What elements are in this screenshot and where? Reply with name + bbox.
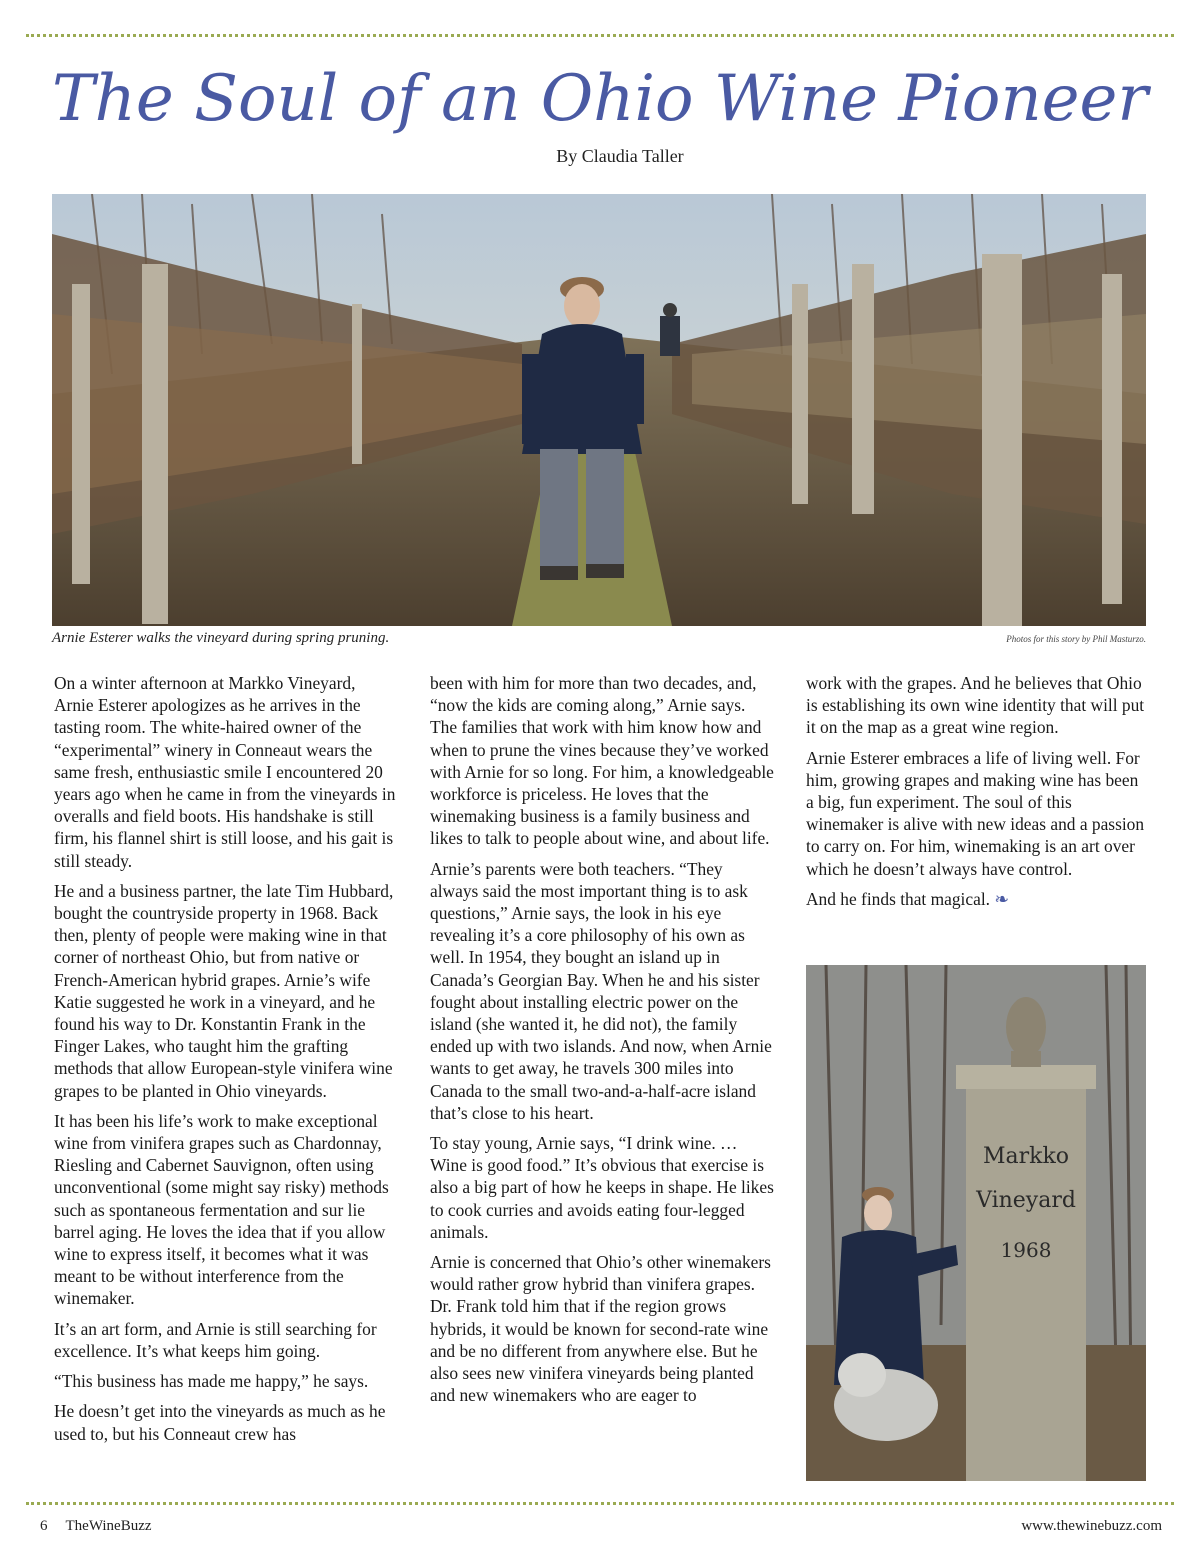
paragraph: He doesn’t get into the vineyards as much as he used to, but his Conneaut crew has	[54, 1401, 386, 1444]
top-dotted-rule	[26, 34, 1174, 37]
end-mark-icon: ❧	[994, 888, 1009, 909]
sign-line-1: Markko	[982, 1144, 1070, 1169]
closing-text: And he finds that magical.	[806, 888, 991, 909]
footer-left	[40, 1518, 152, 1535]
paragraph: “This business has made me happy,” he says.	[54, 1371, 369, 1392]
article-column-2	[430, 672, 775, 1415]
photo-credit: Photos for this story by Phil Masturzo.	[1006, 634, 1146, 644]
article-title: The Soul of an Ohio Wine Pioneer	[51, 62, 1149, 136]
paragraph: On a winter afternoon at Markko Vineyard, Arnie Esterer apologizes as he arrives in the tasting room. The white-haired owner of the “experimental” winery in Conneaut wears the same fresh, enthusiastic smile I encountered 20 years ago when he came in from the vineyards in overalls and field boots. His handshake is still firm, his flannel shirt is still loose, and his gait is still steady.	[54, 673, 396, 871]
magazine-name: TheWineBuzz	[65, 1518, 152, 1534]
closing-paragraph	[806, 888, 1146, 910]
bottom-dotted-rule	[26, 1502, 1174, 1505]
article-column-1	[54, 672, 396, 1453]
paragraph: It’s an art form, and Arnie is still searching for excellence. It’s what keeps him going.	[54, 1318, 377, 1361]
paragraph: To stay young, Arnie says, “I drink wine. … Wine is good food.” It’s obvious that exercise is also a big part of how he keeps in shape. He likes to cook curries and avoids eating four-legged animals.	[430, 1133, 774, 1242]
paragraph: Arnie’s parents were both teachers. “They always said the most important thing is to ask questions,” Arnie says, the look in his eye revealing it’s a core philosophy of his own as well. In 1954, they bought an island up in Canada’s Georgian Bay. When he and his sister fought about installing electric power on the island (she wanted it, he did not), the family ended up with two islands. And now, when Arnie wants to get away, he travels 300 miles into Canada to the small two-and-a-half-acre island that’s close to his heart.	[430, 858, 772, 1123]
paragraph: Arnie is concerned that Ohio’s other winemakers would rather grow hybrid than vinifera grapes. Dr. Frank told him that if the region grows hybrids, it would be known for second-rate wine and be no different from anywhere else. But he also sees new vinifera vineyards being planted and new winemakers who are eager to	[430, 1252, 771, 1406]
hero-caption: Arnie Esterer walks the vineyard during spring pruning.	[52, 630, 390, 646]
paragraph: work with the grapes. And he believes that Ohio is establishing its own wine identity that will put it on the map as a great wine region.	[806, 673, 1145, 738]
sign-line-2: Vineyard	[976, 1188, 1076, 1213]
byline: By Claudia Taller	[556, 146, 684, 166]
sign-year: 1968	[1000, 1238, 1052, 1262]
paragraph: Arnie Esterer embraces a life of living well. For him, growing grapes and making wine has been a big, fun experiment. The soul of this winemaker is alive with new ideas and a passion to carry on. For him, winemaking is an art over which he doesn’t always have control.	[806, 747, 1145, 879]
hero-photo	[52, 194, 1146, 626]
footer-url[interactable]: www.thewinebuzz.com	[1021, 1518, 1162, 1534]
article-column-3	[806, 672, 1146, 918]
vineyard-sign-photo	[806, 965, 1146, 1481]
paragraph: been with him for more than two decades, and, “now the kids are coming along,” Arnie says. The families that work with him know how and when to prune the vines because they’ve worked with Arnie for so long. For him, a knowledgeable workforce is priceless. He loves that the winemaking business is a family business and likes to talk to people about wine, and about life.	[430, 673, 774, 849]
paragraph: It has been his life’s work to make exceptional wine from vinifera grapes such as Chardonnay, Riesling and Cabernet Sauvignon, often using unconventional (some might say risky) methods such as spontaneous fermentation and sur lie barrel aging. He loves the idea that if you allow wine to express itself, it becomes what it was meant to be without interference from the winemaker.	[54, 1110, 389, 1309]
page-number: 6	[40, 1518, 48, 1534]
paragraph: He and a business partner, the late Tim Hubbard, bought the countryside property in 1968. Back then, plenty of people were making wine in that corner of northeast Ohio, but from native or French-American hybrid grapes. Arnie’s wife Katie suggested he work in a vineyard, and he found his way to Dr. Konstantin Frank in the Finger Lakes, who taught him the grafting methods that allow European-style vinifera wine grapes to be planted in Ohio vineyards.	[54, 880, 394, 1101]
